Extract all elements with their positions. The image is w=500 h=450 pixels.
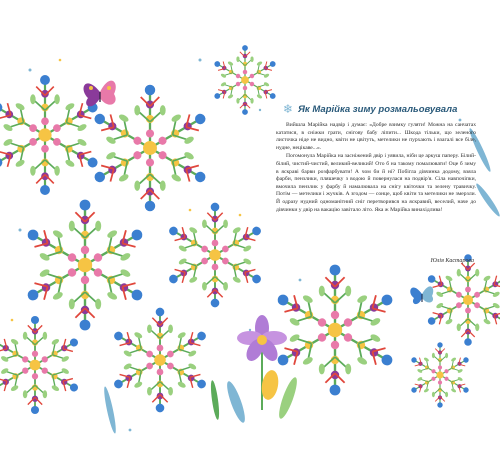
snowflake-right-bottom-edge: [423, 254, 500, 346]
story-paragraph: Погомонула Марійка на засніжений двір і уявила, ніби це аркуш паперу. Білий-білий, чистий-чистий, великий-великий! Ото б на такому помалювати! Оце б зиму в яскраві барви розфарбувати! А чом би й ні? Побігла дівчинка додому, взяла фарби, пензлики, пляшечку з водою й повернулася на подвір'я. Сіла навпочіпки, вмочила пензлик у фарбу й намалювала на снігу квіточки та зелену травичку. Потім — метелики і жучків. А згодом — сонце, щоб квіти та метелики не змерзли. Й одразу нудний одноманітний сніг перетворився на яскравий, веселий, наче до дівчинки у двір на вакацію завітало літо. Яка ж Марійка винахідлива!: [276, 153, 476, 213]
story-author: Юлія Кастарова: [430, 258, 474, 264]
story-title: Як Марійка зиму розмальовувала: [298, 104, 458, 115]
snowflake-middle-left: [20, 200, 149, 331]
snowflake-top-small: [210, 45, 279, 115]
snowflake-right-bottom-center: [270, 265, 399, 396]
snowflake-middle-right: [163, 203, 267, 308]
snowflake-bottom-center: [108, 308, 212, 413]
butterfly-icon: [410, 286, 433, 304]
snowflake-top-center: [87, 85, 212, 211]
story-text: [276, 122, 476, 214]
story-paragraph: Вийшла Марійка надвір і думає: «Добре взимку гуляти! Можна на санчатах кататися, в сніжки грати, снігову бабу ліпити... Шкода тільки, що зеленого листочка ніде не видно, квіти не цвітуть, метелики не пурхають і взагалі все біле, нудне, нецікаве...».: [276, 122, 476, 151]
snowflake-icon: ❄: [283, 102, 294, 116]
snowflake-right-bottom-small: [408, 342, 473, 407]
butterfly-icon: [84, 81, 116, 107]
snowflake-bottom-left: [0, 316, 84, 414]
